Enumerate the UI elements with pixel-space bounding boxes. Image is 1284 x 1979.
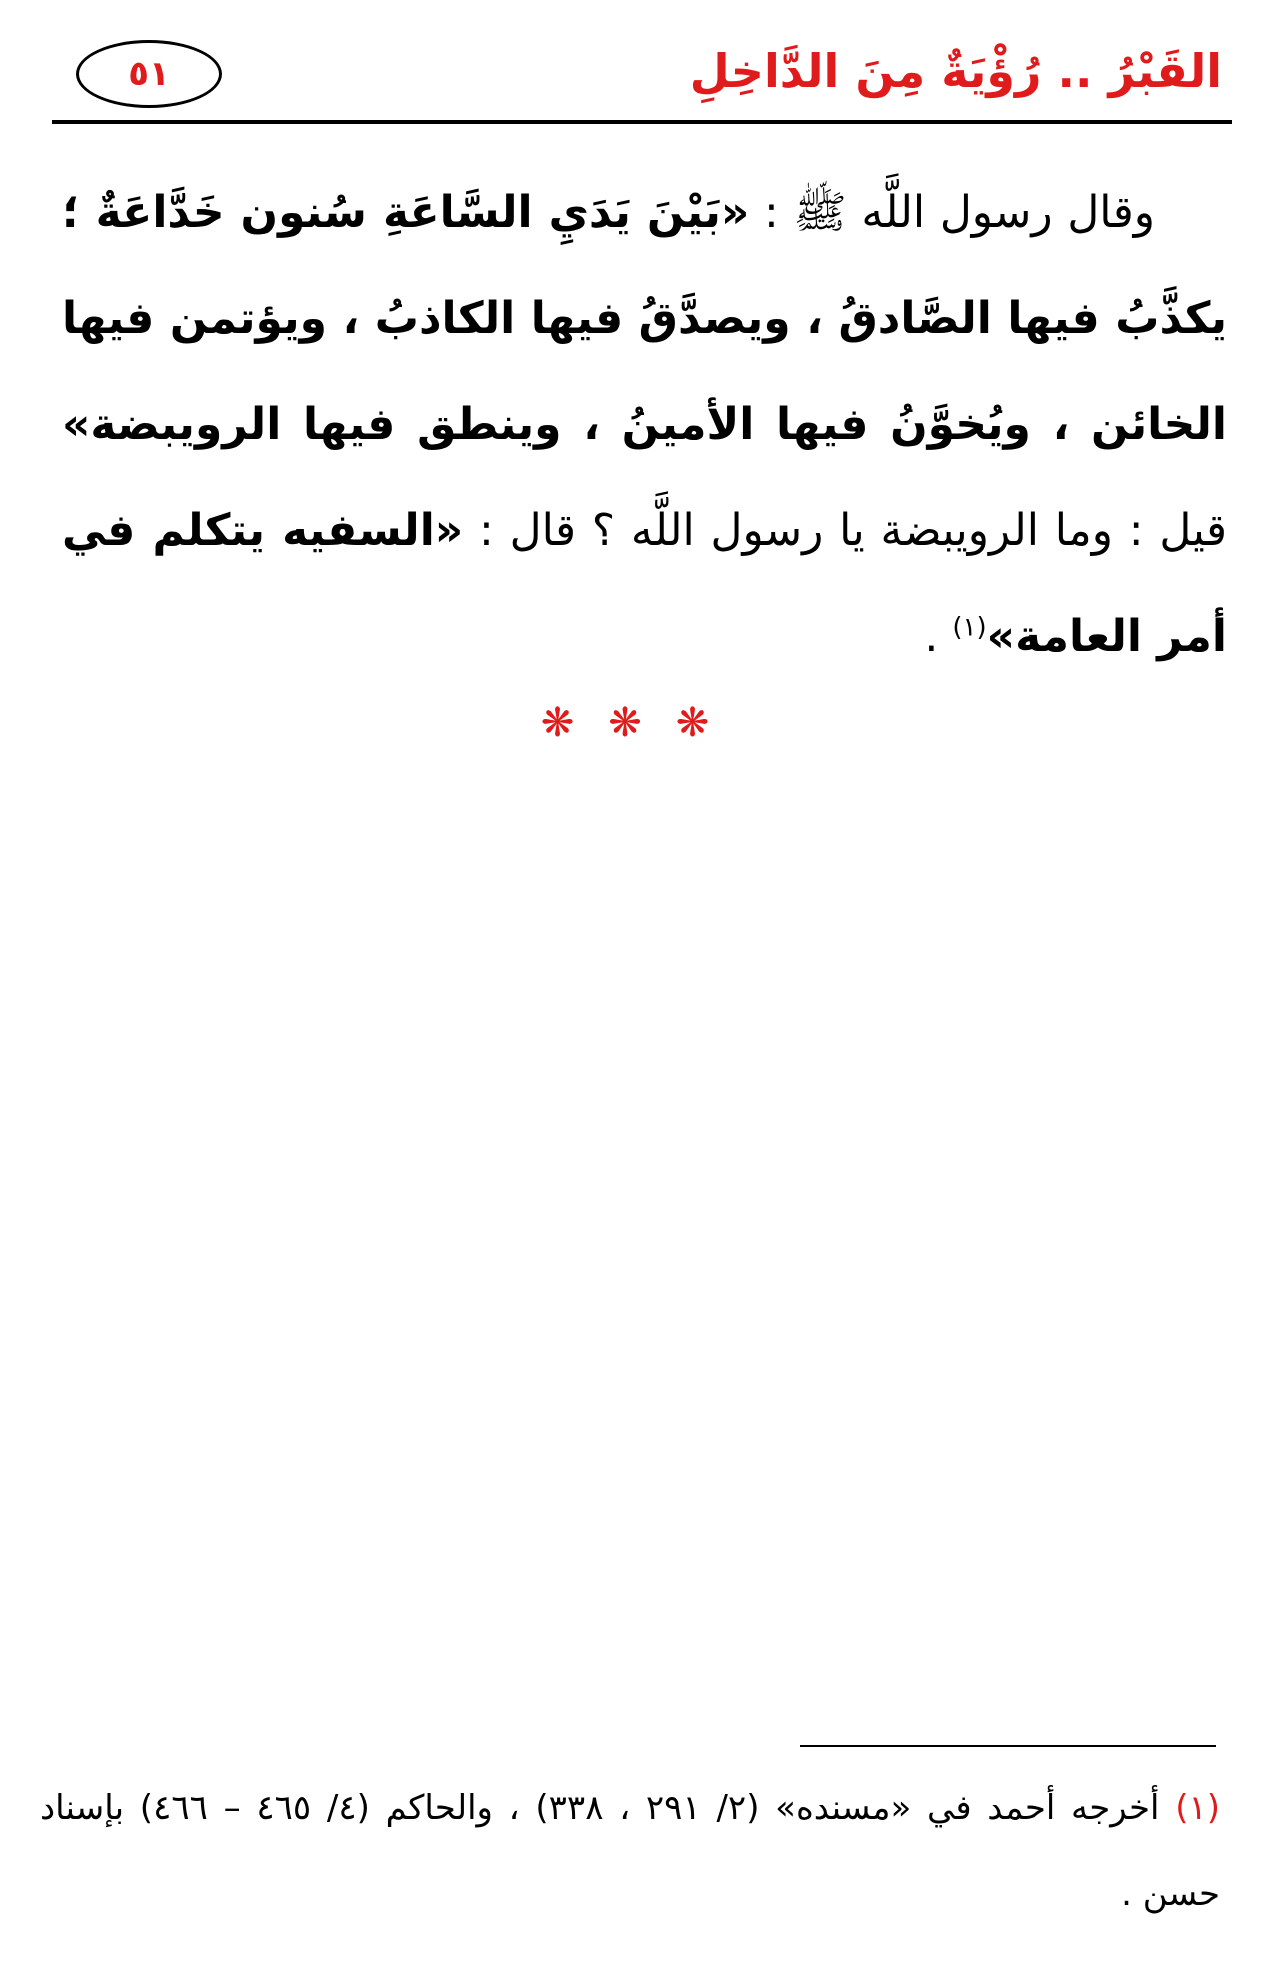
intro-text: وقال رسول اللَّه ﷺ : xyxy=(764,187,1155,238)
section-separator: ❋❋❋ xyxy=(540,700,744,746)
running-title: القَبْرُ .. رُؤْيَةٌ مِنَ الدَّاخِلِ xyxy=(689,44,1222,98)
footnote-number: (١) xyxy=(1175,1788,1221,1828)
closing-period: . xyxy=(924,611,939,662)
main-text xyxy=(62,160,1227,690)
hadith-text-1: «بَيْنَ يَدَيِ السَّاعَةِ سُنون خَدَّاعَةٌ ؛ يكذَّبُ فيها الصَّادقُ ، ويصدَّقُ فيها الكاذبُ ، ويؤتمن فيها الخائن ، ويُخوَّنُ فيها الأمينُ ، وينطق فيها الرويبضة» xyxy=(62,187,1227,450)
footnote-text: أخرجه أحمد في «مسنده» (٢/ ٢٩١ ، ٣٣٨) ، والحاكم (٤/ ٤٦٥ – ٤٦٦) بإسناد حسن . xyxy=(40,1788,1220,1914)
header-rule xyxy=(52,120,1232,124)
hadith-text-2: «السفيه يتكلم في أمر العامة» xyxy=(62,505,1227,662)
page-header xyxy=(52,40,1232,122)
footnote xyxy=(40,1765,1220,1937)
footnote-rule xyxy=(800,1745,1216,1747)
question-text: قيل : وما الرويبضة يا رسول اللَّه ؟ قال : xyxy=(479,505,1227,556)
page-number: ٥١ xyxy=(76,40,222,108)
footnote-ref: (١) xyxy=(952,612,987,643)
